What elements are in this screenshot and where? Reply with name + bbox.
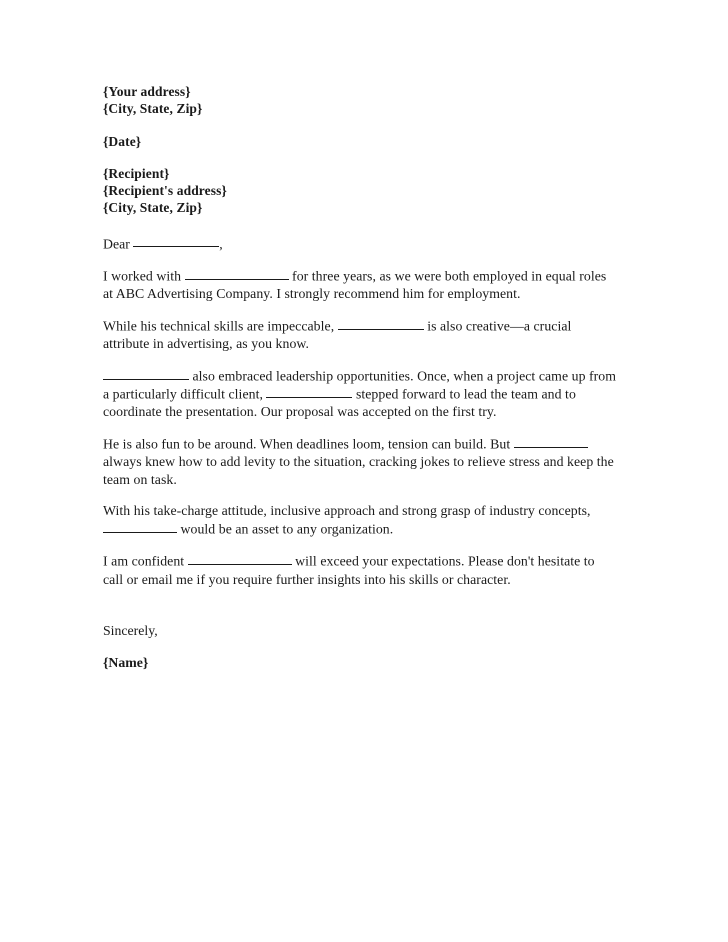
spacer	[103, 538, 617, 552]
recipient-address-line: {Recipient's address}	[103, 183, 227, 199]
salutation-blank[interactable]	[133, 234, 219, 248]
paragraph-closing-statement	[103, 552, 617, 588]
spacer	[103, 150, 617, 166]
paragraph-text: I worked with	[103, 268, 185, 284]
spacer	[103, 588, 617, 622]
spacer	[103, 303, 617, 317]
salutation	[103, 235, 617, 253]
date-line: {Date}	[103, 133, 142, 149]
paragraph-text: is also creative—a crucial attribute in advertising, as you know.	[103, 318, 572, 352]
salutation-greeting: Dear	[103, 236, 130, 252]
spacer	[103, 640, 617, 654]
paragraph-text: stepped forward to lead the team and to coordinate the presentation. Our proposal was accepted on the first try.	[103, 386, 576, 420]
letter-content	[103, 84, 617, 671]
paragraph-text: also embraced leadership opportunities. Once, when a project came up from a particularly difficult client,	[103, 368, 617, 402]
fill-in-blank[interactable]	[103, 519, 177, 533]
fill-in-blank[interactable]	[514, 434, 588, 448]
sender-address-block	[103, 84, 617, 118]
paragraph-summary	[103, 502, 617, 538]
closing-line: Sincerely,	[103, 623, 158, 639]
recipient-name: {Recipient}	[103, 166, 170, 182]
paragraph-text: always knew how to add levity to the situation, cracking jokes to relieve stress and keep the team on task.	[103, 454, 614, 487]
fill-in-blank[interactable]	[266, 384, 352, 398]
recipient-city-state-zip: {City, State, Zip}	[103, 199, 203, 215]
fill-in-blank[interactable]	[338, 316, 424, 330]
sender-address-line: {Your address}	[103, 84, 191, 99]
spacer	[103, 353, 617, 367]
spacer	[103, 421, 617, 435]
signature-line: {Name}	[103, 654, 149, 670]
paragraph-text: With his take-charge attitude, inclusive approach and strong grasp of industry concepts,	[103, 503, 591, 519]
paragraph-text: will exceed your expectations. Please don't hesitate to call or email me if you require further insights into his skills or character.	[103, 554, 595, 587]
sender-city-state-zip: {City, State, Zip}	[103, 100, 203, 116]
date-block	[103, 134, 617, 151]
spacer	[103, 217, 617, 235]
recipient-address-block	[103, 166, 617, 216]
spacer	[103, 253, 617, 267]
spacer	[103, 118, 617, 134]
fill-in-blank[interactable]	[188, 551, 292, 565]
paragraph-personality	[103, 435, 617, 488]
paragraph-leadership	[103, 367, 617, 421]
salutation-trailing: ,	[219, 236, 223, 252]
paragraph-intro	[103, 267, 617, 303]
fill-in-blank[interactable]	[103, 366, 189, 380]
paragraph-text: While his technical skills are impeccable,	[103, 318, 338, 334]
paragraph-text: I am confident	[103, 554, 188, 569]
paragraph-text: He is also fun to be around. When deadlines loom, tension can build. But	[103, 436, 514, 452]
paragraph-text: would be an asset to any organization.	[177, 521, 394, 537]
letter-body	[103, 267, 617, 588]
paragraph-text: for three years, as we were both employed in equal roles at ABC Advertising Company. I strongly recommend him for employment.	[103, 268, 607, 302]
fill-in-blank[interactable]	[185, 266, 289, 280]
paragraph-skills	[103, 317, 617, 353]
spacer	[103, 488, 617, 502]
